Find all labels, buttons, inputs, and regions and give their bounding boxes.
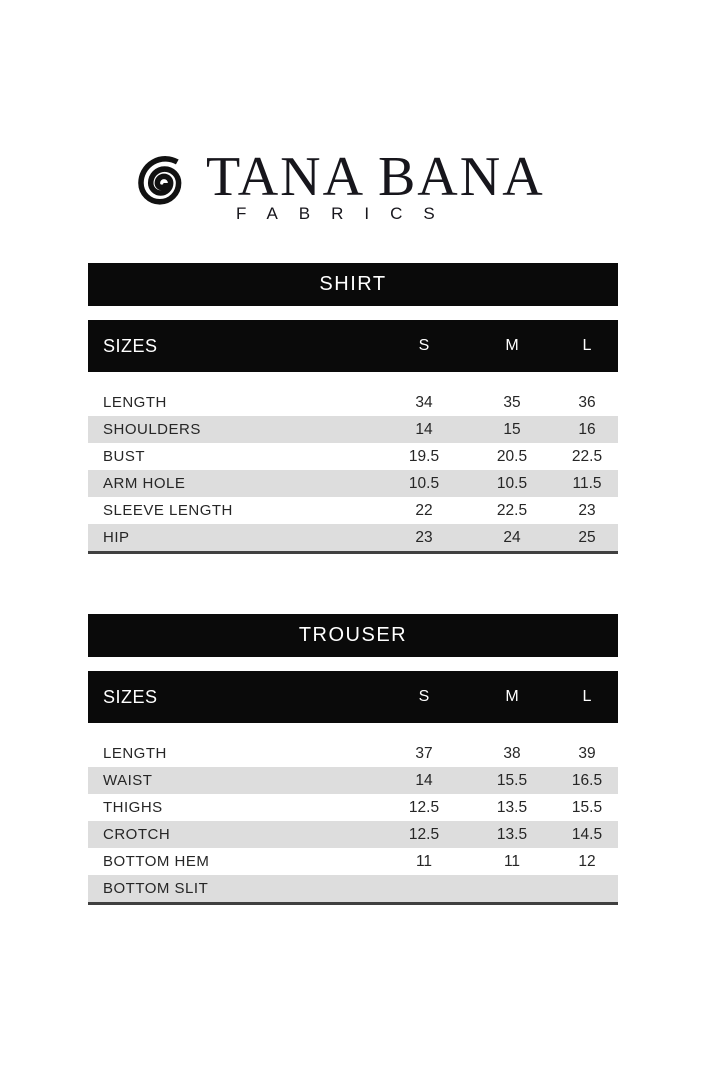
shirt-col-s: S xyxy=(418,337,430,354)
value-s: 10.5 xyxy=(408,474,440,492)
table-row xyxy=(88,443,618,470)
shirt-sizes-label: SIZES xyxy=(103,335,158,356)
value-l: 14.5 xyxy=(571,825,603,843)
shirt-col-m: M xyxy=(505,337,519,354)
value-s: 23 xyxy=(415,528,433,546)
value-l: 25 xyxy=(578,528,596,546)
value-m: 38 xyxy=(503,744,521,762)
spiral-icon xyxy=(133,152,195,214)
value-m: 13.5 xyxy=(496,798,528,816)
value-m: 22.5 xyxy=(496,501,528,519)
value-l: 36 xyxy=(578,393,596,411)
value-m: 15 xyxy=(503,420,521,438)
row-label: ARM HOLE xyxy=(103,475,186,492)
value-m: 13.5 xyxy=(496,825,528,843)
table-row xyxy=(88,848,618,875)
trouser-section-title: TROUSER xyxy=(88,614,618,657)
value-s: 14 xyxy=(415,771,433,789)
shirt-section-title: SHIRT xyxy=(88,263,618,306)
table-row xyxy=(88,524,618,551)
value-m: 24 xyxy=(503,528,521,546)
trouser-table xyxy=(88,740,618,905)
value-s: 34 xyxy=(415,393,433,411)
row-label: SLEEVE LENGTH xyxy=(103,502,233,519)
value-l: 12 xyxy=(578,852,596,870)
value-l: 16 xyxy=(578,420,596,438)
shirt-table xyxy=(88,389,618,554)
trouser-col-s: S xyxy=(418,688,430,705)
row-label: LENGTH xyxy=(103,745,167,762)
shirt-sizes-header xyxy=(88,320,618,372)
value-s: 19.5 xyxy=(408,447,440,465)
trouser-sizes-label: SIZES xyxy=(103,686,158,707)
brand-name: TANA BANA xyxy=(206,146,545,208)
table-row xyxy=(88,416,618,443)
value-s: 12.5 xyxy=(408,825,440,843)
row-label: BUST xyxy=(103,448,146,465)
value-l: 23 xyxy=(578,501,596,519)
value-m: 10.5 xyxy=(496,474,528,492)
table-row xyxy=(88,470,618,497)
row-label: THIGHS xyxy=(103,799,163,816)
brand-logo xyxy=(133,146,545,223)
value-s: 12.5 xyxy=(408,798,440,816)
table-row xyxy=(88,389,618,416)
table-row xyxy=(88,794,618,821)
row-label: CROTCH xyxy=(103,826,171,843)
shirt-col-l: L xyxy=(582,337,592,354)
row-label: BOTTOM HEM xyxy=(103,853,210,870)
value-l: 16.5 xyxy=(571,771,603,789)
row-label: HIP xyxy=(103,529,130,546)
value-s: 37 xyxy=(415,744,433,762)
table-row xyxy=(88,497,618,524)
table-row xyxy=(88,821,618,848)
table-row xyxy=(88,875,618,902)
table-row xyxy=(88,767,618,794)
row-label: WAIST xyxy=(103,772,153,789)
value-m: 35 xyxy=(503,393,521,411)
trouser-col-l: L xyxy=(582,688,592,705)
trouser-sizes-header xyxy=(88,671,618,723)
value-m: 15.5 xyxy=(496,771,528,789)
trouser-col-m: M xyxy=(505,688,519,705)
row-label: LENGTH xyxy=(103,394,167,411)
row-label: BOTTOM SLIT xyxy=(103,880,209,897)
row-label: SHOULDERS xyxy=(103,421,201,438)
value-l: 15.5 xyxy=(571,798,603,816)
brand-wordmark xyxy=(206,146,545,223)
value-l: 11.5 xyxy=(572,474,602,492)
value-m: 11 xyxy=(503,852,521,870)
value-s: 14 xyxy=(415,420,433,438)
table-row xyxy=(88,740,618,767)
value-s: 22 xyxy=(415,501,433,519)
brand-subtitle: FABRICS xyxy=(236,204,456,223)
value-s: 11 xyxy=(415,852,433,870)
value-l: 22.5 xyxy=(571,447,603,465)
value-m: 20.5 xyxy=(496,447,528,465)
value-l: 39 xyxy=(578,744,596,762)
